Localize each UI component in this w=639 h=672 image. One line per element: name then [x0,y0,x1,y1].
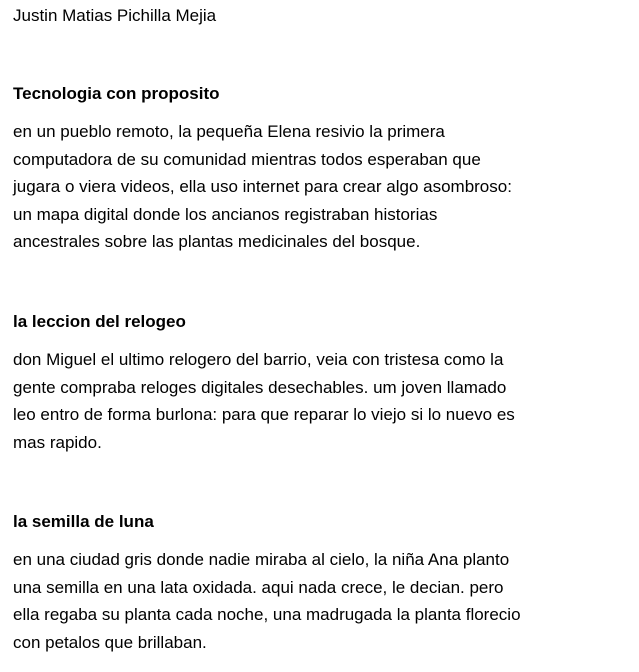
story-paragraph [13,346,633,456]
paragraph-line: mas rapido. [13,432,102,452]
story-section [13,83,633,256]
story-section [13,311,633,456]
paragraph-line: gente compraba reloges digitales desechables. um joven llamado [13,377,507,397]
paragraph-line: una semilla en una lata oxidada. aqui nada crece, le decian. pero [13,577,504,597]
paragraph-line: en una ciudad gris donde nadie miraba al cielo, la niña Ana planto [13,550,510,569]
paragraph-line: leo entro de forma burlona: para que reparar lo viejo si lo nuevo es [13,405,515,424]
story-title: la semilla de luna [13,512,154,531]
paragraph-line: con petalos que brillaban. [13,632,207,652]
story-section [13,511,633,656]
story-paragraph [13,546,633,656]
paragraph-line: un mapa digital donde los ancianos registraban historias [13,204,438,224]
story-title: la leccion del relogeo [13,312,186,331]
paragraph-line: en un pueblo remoto, la pequeña Elena resivio la primera [13,122,445,141]
paragraph-line: computadora de su comunidad mientras todos esperaban que [13,149,481,169]
story-title: Tecnologia con proposito [13,84,220,103]
paragraph-line: jugara o viera videos, ella uso internet para crear algo asombroso: [13,177,512,196]
author-name: Justin Matias Pichilla Mejia [13,6,217,25]
paragraph-line: ancestrales sobre las plantas medicinales del bosque. [13,232,421,251]
paragraph-line: don Miguel el ultimo relogero del barrio, veia con tristesa como la [13,350,504,369]
story-paragraph [13,118,633,256]
paragraph-line: ella regaba su planta cada noche, una madrugada la planta florecio [13,605,521,624]
